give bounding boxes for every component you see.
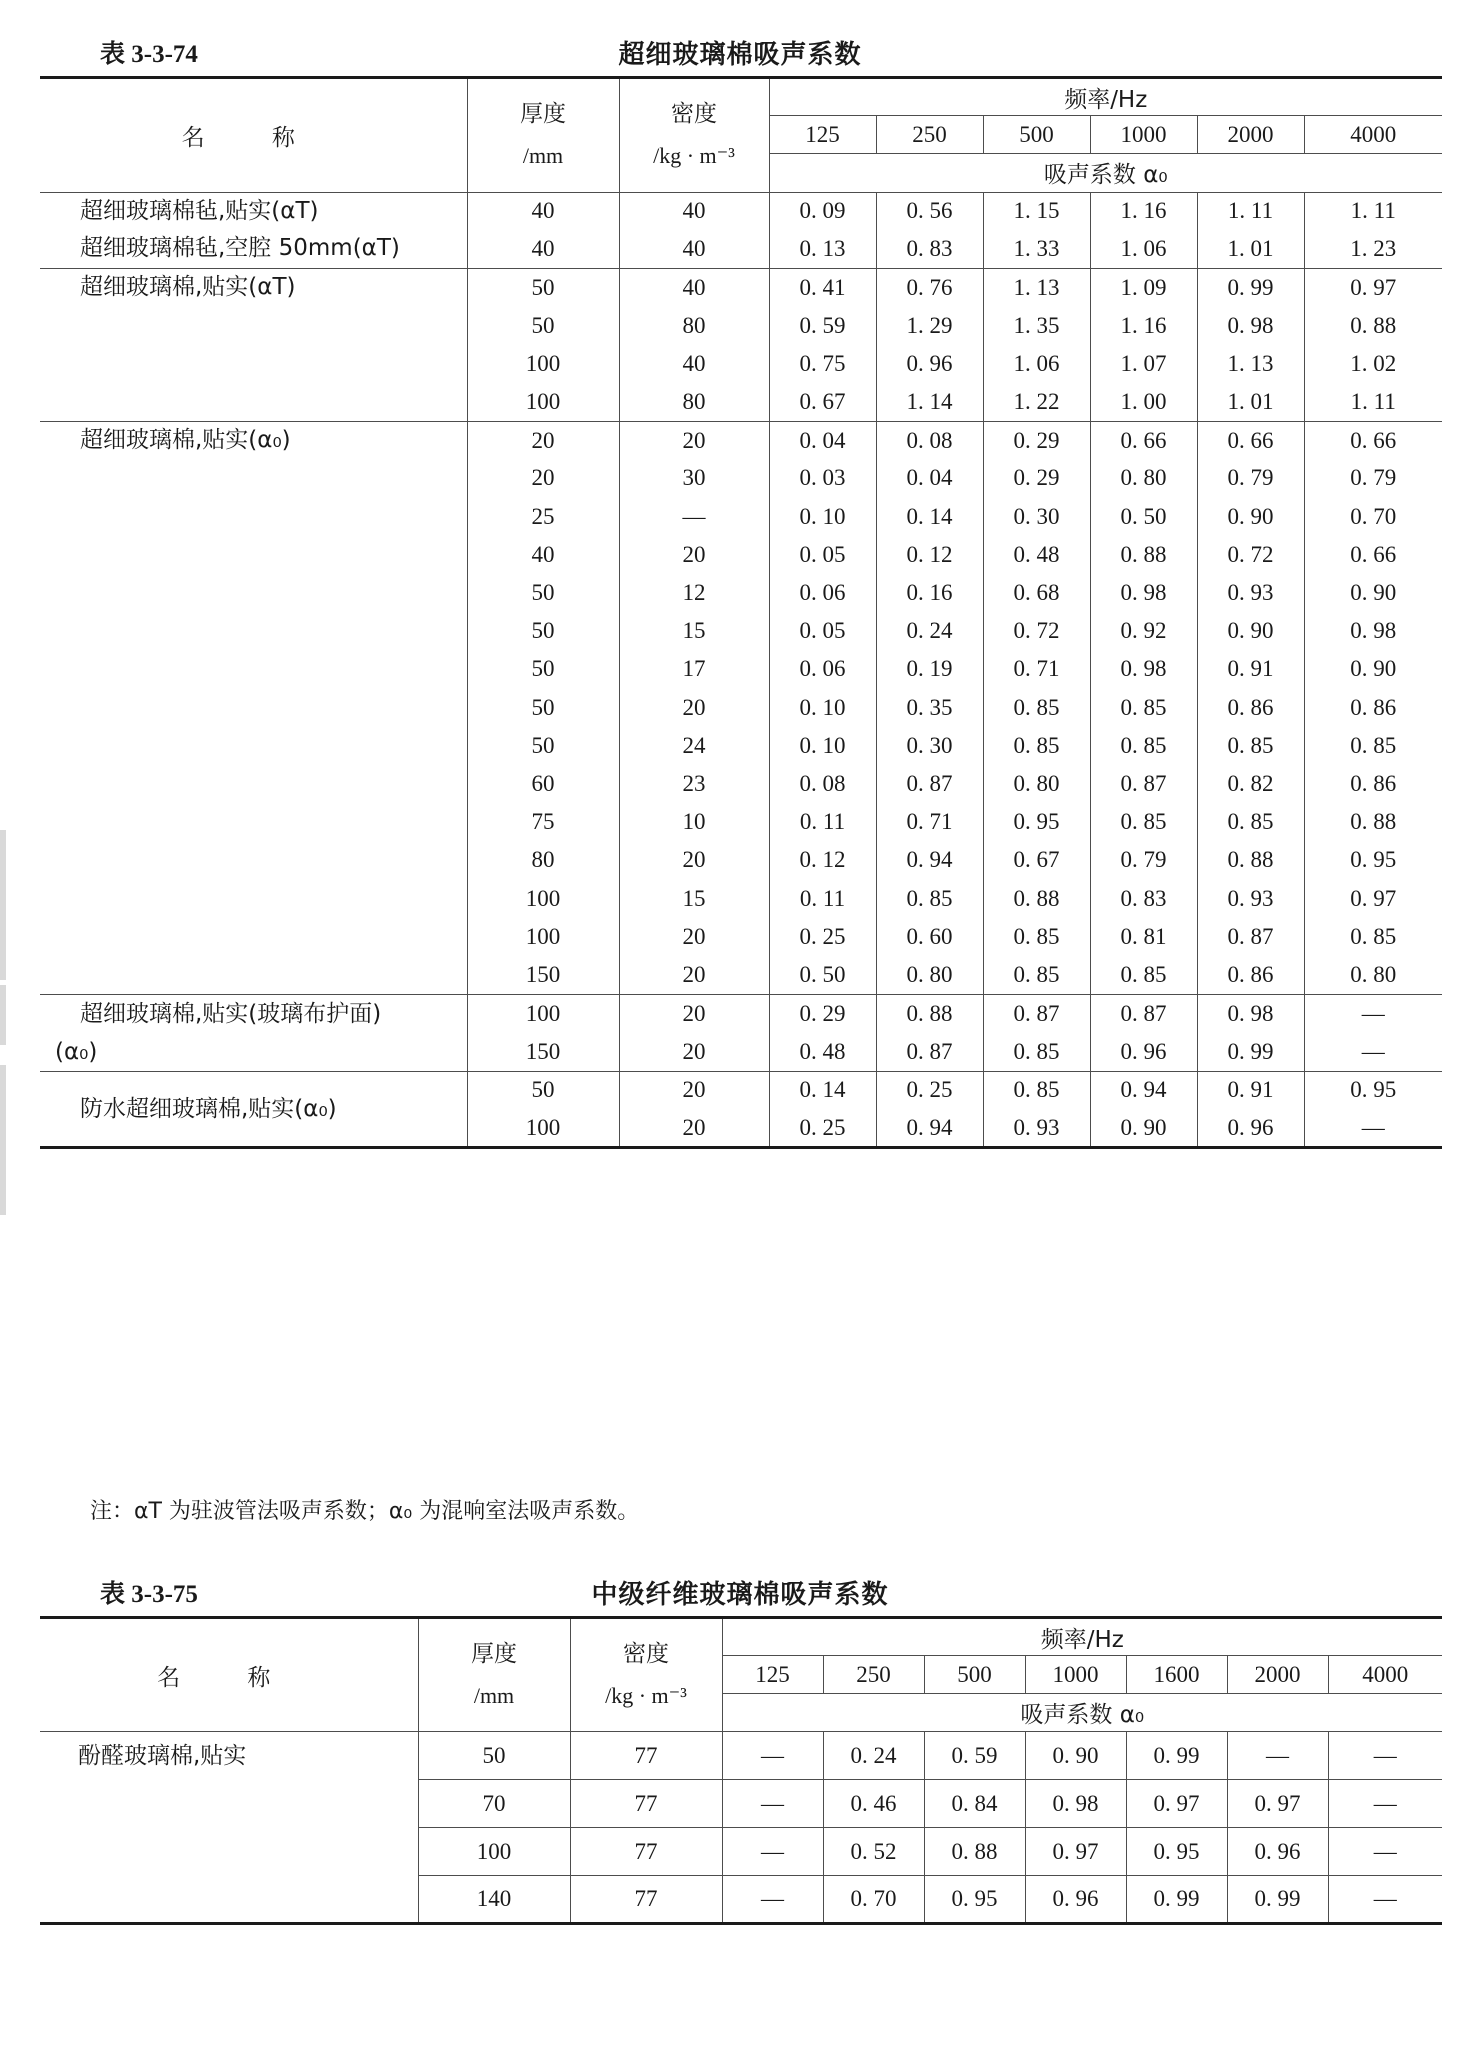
cell-coefficient: 0. 80 (876, 956, 983, 994)
cell-coefficient: 0. 85 (983, 1071, 1090, 1109)
cell-coefficient: 0. 85 (1304, 727, 1442, 765)
table-75-title-row (40, 1568, 1440, 1616)
table-row (40, 421, 1442, 459)
cell-thickness: 100 (467, 345, 619, 383)
cell-coefficient: 0. 91 (1197, 1071, 1304, 1109)
table-row (40, 192, 1442, 230)
cell-density: 23 (619, 765, 769, 803)
table-74-title-row (40, 28, 1440, 76)
cell-coefficient: 1. 07 (1090, 345, 1197, 383)
table-row (40, 1071, 1442, 1109)
header-frequency: 频率/Hz (769, 78, 1442, 116)
cell-coefficient: 0. 93 (983, 1109, 1090, 1147)
header-thickness (418, 1618, 570, 1732)
cell-coefficient: 0. 10 (769, 689, 876, 727)
cell-coefficient: 0. 10 (769, 727, 876, 765)
cell-coefficient: — (1304, 994, 1442, 1033)
cell-coefficient: 0. 52 (823, 1828, 924, 1876)
cell-coefficient: 0. 03 (769, 459, 876, 497)
cell-coefficient: 0. 29 (983, 421, 1090, 459)
cell-density: 10 (619, 803, 769, 841)
cell-thickness: 70 (418, 1780, 570, 1828)
cell-coefficient: — (722, 1780, 823, 1828)
cell-coefficient: 1. 11 (1304, 192, 1442, 230)
cell-coefficient: 0. 66 (1304, 421, 1442, 459)
cell-density: 20 (619, 841, 769, 879)
cell-coefficient: 0. 06 (769, 650, 876, 688)
cell-coefficient: 0. 85 (1197, 727, 1304, 765)
cell-coefficient: 0. 10 (769, 498, 876, 536)
cell-coefficient: 0. 87 (876, 765, 983, 803)
cell-coefficient: 0. 86 (1304, 689, 1442, 727)
table-row (40, 994, 1442, 1033)
header-freq-500: 500 (983, 116, 1090, 154)
cell-coefficient: 0. 98 (1090, 574, 1197, 612)
cell-density: 20 (619, 994, 769, 1033)
cell-coefficient: 0. 85 (1090, 689, 1197, 727)
header-freq-4000: 4000 (1304, 116, 1442, 154)
cell-thickness: 50 (467, 689, 619, 727)
cell-coefficient: 0. 85 (1304, 918, 1442, 956)
cell-thickness: 100 (467, 879, 619, 917)
cell-density: 15 (619, 612, 769, 650)
cell-coefficient: 0. 88 (924, 1828, 1025, 1876)
cell-thickness: 80 (467, 841, 619, 879)
cell-coefficient: 0. 85 (983, 1033, 1090, 1072)
cell-coefficient: 0. 98 (1090, 650, 1197, 688)
cell-coefficient: 1. 09 (1090, 268, 1197, 306)
cell-coefficient: 0. 66 (1197, 421, 1304, 459)
cell-thickness: 40 (467, 230, 619, 268)
cell-coefficient: 0. 92 (1090, 612, 1197, 650)
header-density-label: 密度 (623, 1641, 669, 1667)
table-row (40, 268, 1442, 306)
table-74 (40, 76, 1442, 1149)
page-edge-strip (0, 830, 6, 980)
cell-coefficient: 0. 59 (924, 1732, 1025, 1780)
page-edge-strip (0, 985, 6, 1045)
cell-coefficient: 0. 96 (1090, 1033, 1197, 1072)
cell-name: 酚醛玻璃棉,贴实 (40, 1732, 418, 1924)
header-thickness-unit: /mm (473, 1683, 515, 1708)
cell-coefficient: 0. 19 (876, 650, 983, 688)
cell-coefficient: 0. 04 (769, 421, 876, 459)
cell-coefficient: 0. 50 (1090, 498, 1197, 536)
cell-coefficient: 1. 15 (983, 192, 1090, 230)
cell-coefficient: 0. 71 (876, 803, 983, 841)
cell-thickness: 150 (467, 1033, 619, 1072)
cell-coefficient: 0. 85 (1090, 727, 1197, 765)
cell-thickness: 100 (467, 918, 619, 956)
cell-coefficient: 1. 23 (1304, 230, 1442, 268)
cell-coefficient: 0. 12 (876, 536, 983, 574)
cell-coefficient: 0. 88 (1090, 536, 1197, 574)
cell-coefficient: 1. 01 (1197, 230, 1304, 268)
cell-coefficient: 0. 08 (876, 421, 983, 459)
cell-coefficient: 0. 48 (983, 536, 1090, 574)
header-frequency: 频率/Hz (722, 1618, 1442, 1656)
cell-thickness: 75 (467, 803, 619, 841)
cell-coefficient: 0. 85 (983, 918, 1090, 956)
cell-coefficient: 0. 12 (769, 841, 876, 879)
cell-coefficient: 0. 30 (876, 727, 983, 765)
cell-thickness: 100 (467, 383, 619, 421)
cell-coefficient: 0. 85 (983, 689, 1090, 727)
cell-coefficient: 0. 93 (1197, 574, 1304, 612)
cell-coefficient: 0. 70 (1304, 498, 1442, 536)
cell-coefficient: 1. 06 (1090, 230, 1197, 268)
cell-coefficient: 0. 14 (876, 498, 983, 536)
cell-coefficient: 0. 09 (769, 192, 876, 230)
cell-thickness: 50 (467, 307, 619, 345)
cell-coefficient: 0. 29 (983, 459, 1090, 497)
cell-thickness: 50 (467, 574, 619, 612)
cell-coefficient: 0. 56 (876, 192, 983, 230)
cell-thickness: 140 (418, 1876, 570, 1924)
cell-coefficient: 0. 98 (1197, 994, 1304, 1033)
cell-coefficient: 0. 85 (983, 727, 1090, 765)
cell-density: 12 (619, 574, 769, 612)
cell-coefficient: 0. 99 (1126, 1732, 1227, 1780)
cell-coefficient: 0. 29 (769, 994, 876, 1033)
cell-coefficient: 0. 90 (1197, 612, 1304, 650)
cell-coefficient: 0. 46 (823, 1780, 924, 1828)
cell-thickness: 50 (418, 1732, 570, 1780)
cell-coefficient: 0. 95 (924, 1876, 1025, 1924)
cell-coefficient: 0. 86 (1197, 956, 1304, 994)
cell-coefficient: 0. 48 (769, 1033, 876, 1072)
table-number: 表 3-3-75 (100, 1581, 198, 1608)
cell-thickness: 50 (467, 650, 619, 688)
cell-density: 40 (619, 192, 769, 230)
cell-thickness: 20 (467, 421, 619, 459)
cell-coefficient: 0. 83 (876, 230, 983, 268)
cell-coefficient: 0. 80 (1304, 956, 1442, 994)
header-freq-250: 250 (823, 1656, 924, 1694)
cell-coefficient: 0. 06 (769, 574, 876, 612)
header-thickness-label: 厚度 (471, 1641, 517, 1667)
cell-coefficient: 0. 94 (876, 1109, 983, 1147)
header-coefficient: 吸声系数 α₀ (769, 154, 1442, 192)
cell-coefficient: 0. 88 (1304, 803, 1442, 841)
cell-coefficient: 0. 97 (1304, 879, 1442, 917)
header-density (570, 1618, 722, 1732)
cell-coefficient: 0. 08 (769, 765, 876, 803)
header-freq-1000: 1000 (1090, 116, 1197, 154)
cell-coefficient: 0. 99 (1227, 1876, 1328, 1924)
header-name: 名 称 (40, 1618, 418, 1732)
cell-coefficient: — (1304, 1109, 1442, 1147)
cell-coefficient: 0. 90 (1025, 1732, 1126, 1780)
cell-coefficient: 0. 72 (1197, 536, 1304, 574)
cell-coefficient: 0. 13 (769, 230, 876, 268)
header-row (40, 1618, 1442, 1656)
cell-coefficient: 0. 93 (1197, 879, 1304, 917)
cell-coefficient: — (1328, 1732, 1442, 1780)
cell-coefficient: 0. 84 (924, 1780, 1025, 1828)
cell-coefficient: 0. 24 (823, 1732, 924, 1780)
cell-name: 超细玻璃棉,贴实(αT) (40, 268, 467, 421)
cell-coefficient: 0. 87 (876, 1033, 983, 1072)
cell-coefficient: 1. 33 (983, 230, 1090, 268)
cell-coefficient: 0. 14 (769, 1071, 876, 1109)
cell-coefficient: 0. 96 (1197, 1109, 1304, 1147)
cell-coefficient: 0. 24 (876, 612, 983, 650)
cell-coefficient: 0. 79 (1197, 459, 1304, 497)
cell-coefficient: 0. 80 (983, 765, 1090, 803)
cell-coefficient: 0. 66 (1304, 536, 1442, 574)
cell-coefficient: 1. 29 (876, 307, 983, 345)
cell-thickness: 50 (467, 268, 619, 306)
cell-coefficient: — (1328, 1828, 1442, 1876)
cell-coefficient: 0. 87 (1090, 765, 1197, 803)
cell-coefficient: 0. 85 (1090, 803, 1197, 841)
cell-coefficient: 1. 16 (1090, 307, 1197, 345)
cell-thickness: 20 (467, 459, 619, 497)
page-edge-strip (0, 1065, 6, 1215)
cell-coefficient: 0. 90 (1304, 574, 1442, 612)
cell-density: 80 (619, 383, 769, 421)
cell-thickness: 100 (467, 1109, 619, 1147)
cell-name (40, 994, 467, 1071)
cell-coefficient: 0. 99 (1197, 268, 1304, 306)
cell-thickness: 25 (467, 498, 619, 536)
cell-coefficient: — (1227, 1732, 1328, 1780)
cell-coefficient: 1. 16 (1090, 192, 1197, 230)
cell-coefficient: 0. 98 (1025, 1780, 1126, 1828)
cell-coefficient: 0. 11 (769, 803, 876, 841)
cell-coefficient: 0. 86 (1304, 765, 1442, 803)
cell-density: 24 (619, 727, 769, 765)
cell-name: 超细玻璃棉,贴实(α₀) (40, 421, 467, 994)
cell-coefficient: 0. 85 (876, 879, 983, 917)
cell-density: 77 (570, 1828, 722, 1876)
cell-coefficient: 1. 14 (876, 383, 983, 421)
cell-coefficient: 0. 59 (769, 307, 876, 345)
cell-thickness: 40 (467, 536, 619, 574)
cell-density: — (619, 498, 769, 536)
cell-density: 40 (619, 345, 769, 383)
cell-coefficient: 0. 98 (1197, 307, 1304, 345)
cell-coefficient: 1. 00 (1090, 383, 1197, 421)
cell-density: 20 (619, 421, 769, 459)
header-name: 名 称 (40, 78, 467, 193)
cell-coefficient: 0. 95 (1304, 1071, 1442, 1109)
header-thickness (467, 78, 619, 193)
cell-coefficient: 0. 98 (1304, 612, 1442, 650)
cell-thickness: 150 (467, 956, 619, 994)
cell-coefficient: 0. 66 (1090, 421, 1197, 459)
cell-coefficient: 0. 90 (1304, 650, 1442, 688)
cell-density: 77 (570, 1876, 722, 1924)
cell-coefficient: 0. 67 (983, 841, 1090, 879)
table-74-note: 注：αT 为驻波管法吸声系数；α₀ 为混响室法吸声系数。 (90, 1499, 640, 1524)
cell-density: 77 (570, 1780, 722, 1828)
cell-density: 20 (619, 918, 769, 956)
cell-coefficient: — (1304, 1033, 1442, 1072)
cell-name: 防水超细玻璃棉,贴实(α₀) (40, 1071, 467, 1147)
cell-coefficient: 0. 87 (983, 994, 1090, 1033)
cell-coefficient: 0. 90 (1090, 1109, 1197, 1147)
cell-coefficient: 0. 85 (1090, 956, 1197, 994)
cell-coefficient: 0. 97 (1227, 1780, 1328, 1828)
cell-coefficient: 0. 70 (823, 1876, 924, 1924)
table-number: 表 3-3-74 (100, 41, 198, 68)
cell-coefficient: 0. 41 (769, 268, 876, 306)
cell-coefficient: 1. 35 (983, 307, 1090, 345)
table-title: 超细玻璃棉吸声系数 (618, 40, 862, 70)
cell-coefficient: 0. 95 (1126, 1828, 1227, 1876)
cell-coefficient: 0. 88 (1197, 841, 1304, 879)
cell-density: 15 (619, 879, 769, 917)
cell-coefficient: 0. 97 (1126, 1780, 1227, 1828)
cell-coefficient: 0. 50 (769, 956, 876, 994)
cell-coefficient: 1. 06 (983, 345, 1090, 383)
cell-coefficient: 0. 96 (1227, 1828, 1328, 1876)
header-freq-1600: 1600 (1126, 1656, 1227, 1694)
cell-density: 40 (619, 230, 769, 268)
cell-coefficient: 0. 97 (1304, 268, 1442, 306)
cell-coefficient: 0. 88 (1304, 307, 1442, 345)
header-density-label: 密度 (671, 101, 717, 128)
cell-density: 40 (619, 268, 769, 306)
header-freq-500: 500 (924, 1656, 1025, 1694)
cell-coefficient: 0. 91 (1197, 650, 1304, 688)
header-freq-125: 125 (722, 1656, 823, 1694)
cell-coefficient: 0. 67 (769, 383, 876, 421)
cell-coefficient: 0. 25 (769, 918, 876, 956)
cell-density: 20 (619, 1071, 769, 1109)
header-freq-1000: 1000 (1025, 1656, 1126, 1694)
cell-coefficient: 0. 87 (1090, 994, 1197, 1033)
cell-coefficient: 0. 05 (769, 536, 876, 574)
header-thickness-label: 厚度 (520, 101, 566, 128)
cell-coefficient: 0. 79 (1090, 841, 1197, 879)
header-freq-250: 250 (876, 116, 983, 154)
cell-thickness: 50 (467, 727, 619, 765)
cell-name: 超细玻璃棉毡,空腔 50mm(αT) (40, 230, 467, 268)
cell-coefficient: 0. 99 (1126, 1876, 1227, 1924)
cell-thickness: 50 (467, 612, 619, 650)
cell-coefficient: 0. 81 (1090, 918, 1197, 956)
cell-coefficient: 0. 85 (1197, 803, 1304, 841)
cell-thickness: 40 (467, 192, 619, 230)
header-density (619, 78, 769, 193)
header-freq-4000: 4000 (1328, 1656, 1442, 1694)
cell-coefficient: 0. 85 (983, 956, 1090, 994)
cell-density: 77 (570, 1732, 722, 1780)
cell-density: 30 (619, 459, 769, 497)
cell-coefficient: 0. 82 (1197, 765, 1304, 803)
cell-coefficient: 0. 80 (1090, 459, 1197, 497)
cell-coefficient: 0. 72 (983, 612, 1090, 650)
header-freq-125: 125 (769, 116, 876, 154)
cell-coefficient: — (722, 1732, 823, 1780)
cell-coefficient: 0. 79 (1304, 459, 1442, 497)
cell-coefficient: — (722, 1828, 823, 1876)
cell-coefficient: 0. 25 (876, 1071, 983, 1109)
header-freq-2000: 2000 (1197, 116, 1304, 154)
cell-coefficient: 0. 25 (769, 1109, 876, 1147)
cell-coefficient: 0. 88 (983, 879, 1090, 917)
cell-coefficient: 0. 75 (769, 345, 876, 383)
cell-thickness: 100 (418, 1828, 570, 1876)
cell-coefficient: 1. 22 (983, 383, 1090, 421)
cell-coefficient: 0. 95 (983, 803, 1090, 841)
cell-coefficient: 1. 01 (1197, 383, 1304, 421)
cell-coefficient: 0. 83 (1090, 879, 1197, 917)
cell-thickness: 60 (467, 765, 619, 803)
table-row (40, 1732, 1442, 1780)
cell-name-line2: (α₀) (55, 1038, 98, 1065)
header-row (40, 78, 1442, 116)
cell-coefficient: 0. 99 (1197, 1033, 1304, 1072)
cell-density: 17 (619, 650, 769, 688)
cell-coefficient: 1. 11 (1197, 192, 1304, 230)
cell-coefficient: 0. 11 (769, 879, 876, 917)
cell-coefficient: 0. 60 (876, 918, 983, 956)
header-freq-2000: 2000 (1227, 1656, 1328, 1694)
table-title: 中级纤维玻璃棉吸声系数 (591, 1580, 889, 1610)
cell-thickness: 50 (467, 1071, 619, 1109)
cell-name-line1: 超细玻璃棉,贴实(玻璃布护面) (80, 1000, 382, 1027)
cell-coefficient: 0. 90 (1197, 498, 1304, 536)
cell-density: 20 (619, 536, 769, 574)
cell-coefficient: 1. 13 (1197, 345, 1304, 383)
cell-coefficient: 0. 94 (876, 841, 983, 879)
table-75 (40, 1616, 1442, 1925)
cell-coefficient: — (722, 1876, 823, 1924)
header-coefficient: 吸声系数 α₀ (722, 1694, 1442, 1732)
cell-density: 80 (619, 307, 769, 345)
cell-coefficient: 0. 16 (876, 574, 983, 612)
cell-density: 20 (619, 1109, 769, 1147)
cell-coefficient: 0. 97 (1025, 1828, 1126, 1876)
cell-coefficient: 0. 05 (769, 612, 876, 650)
table-row (40, 230, 1442, 268)
cell-coefficient: 0. 71 (983, 650, 1090, 688)
cell-coefficient: — (1328, 1780, 1442, 1828)
cell-coefficient: 0. 95 (1304, 841, 1442, 879)
cell-coefficient: 0. 30 (983, 498, 1090, 536)
cell-coefficient: 0. 96 (876, 345, 983, 383)
cell-name: 超细玻璃棉毡,贴实(αT) (40, 192, 467, 230)
cell-coefficient: 0. 94 (1090, 1071, 1197, 1109)
cell-coefficient: 0. 86 (1197, 689, 1304, 727)
cell-thickness: 100 (467, 994, 619, 1033)
cell-coefficient: 1. 11 (1304, 383, 1442, 421)
cell-density: 20 (619, 1033, 769, 1072)
cell-coefficient: 0. 68 (983, 574, 1090, 612)
cell-density: 20 (619, 956, 769, 994)
cell-coefficient: 0. 35 (876, 689, 983, 727)
header-density-unit: /kg · m⁻³ (653, 143, 735, 169)
cell-coefficient: 1. 13 (983, 268, 1090, 306)
cell-density: 20 (619, 689, 769, 727)
cell-coefficient: 0. 76 (876, 268, 983, 306)
cell-coefficient: — (1328, 1876, 1442, 1924)
header-thickness-unit: /mm (522, 143, 564, 169)
cell-coefficient: 0. 87 (1197, 918, 1304, 956)
header-density-unit: /kg · m⁻³ (605, 1683, 687, 1708)
cell-coefficient: 0. 04 (876, 459, 983, 497)
cell-coefficient: 1. 02 (1304, 345, 1442, 383)
cell-coefficient: 0. 88 (876, 994, 983, 1033)
cell-coefficient: 0. 96 (1025, 1876, 1126, 1924)
